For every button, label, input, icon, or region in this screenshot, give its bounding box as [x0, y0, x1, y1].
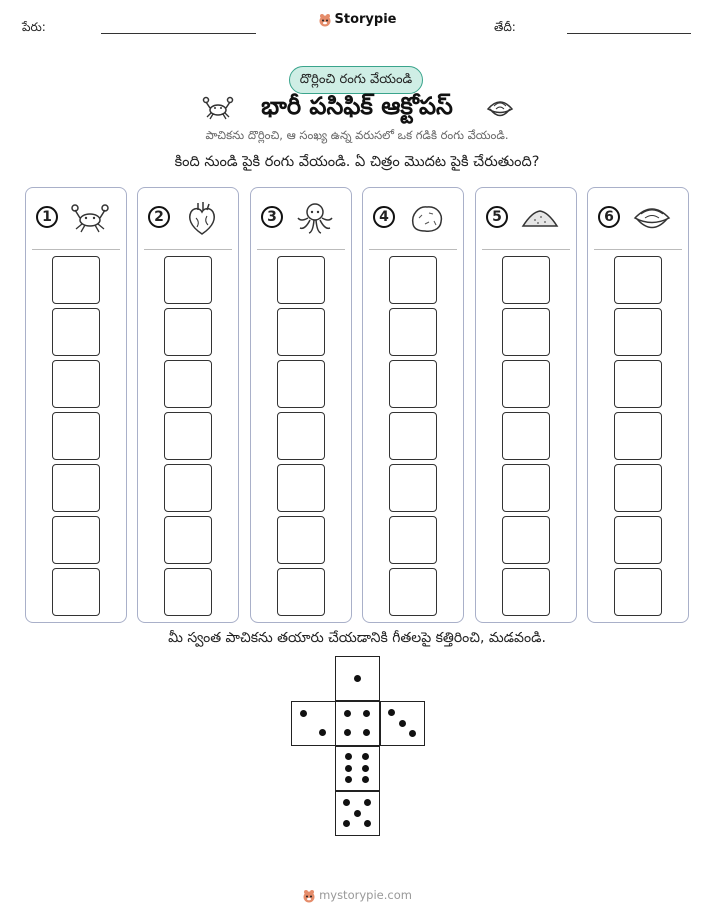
- dice-pip: [344, 729, 351, 736]
- color-box[interactable]: [164, 464, 212, 512]
- clam-icon: [632, 200, 672, 236]
- color-box[interactable]: [614, 464, 662, 512]
- color-box[interactable]: [164, 360, 212, 408]
- dice-face-5: [335, 791, 380, 836]
- dice-pip: [362, 765, 369, 772]
- dice-pip: [345, 776, 352, 783]
- page-title: భారీ పసిఫిక్ ఆక్టోపస్: [261, 92, 453, 120]
- color-box[interactable]: [389, 412, 437, 460]
- octopus-icon: [295, 200, 335, 236]
- color-box[interactable]: [277, 308, 325, 356]
- dice-face-4: [335, 701, 380, 746]
- column-number: 5: [486, 206, 508, 228]
- brand-name: Storypie: [334, 12, 397, 27]
- name-line[interactable]: [101, 33, 256, 34]
- dice-pip: [364, 799, 371, 806]
- color-box[interactable]: [389, 360, 437, 408]
- dice-pip: [344, 710, 351, 717]
- color-box[interactable]: [52, 412, 100, 460]
- color-box[interactable]: [502, 412, 550, 460]
- column-number: 2: [148, 206, 170, 228]
- color-box[interactable]: [614, 360, 662, 408]
- dice-pip: [364, 820, 371, 827]
- column-number: 4: [373, 206, 395, 228]
- column-number: 3: [261, 206, 283, 228]
- heart-organ-icon: [182, 200, 222, 236]
- color-box[interactable]: [614, 516, 662, 564]
- column-1: [25, 187, 127, 623]
- color-box[interactable]: [502, 360, 550, 408]
- dice-pip: [343, 820, 350, 827]
- dice-face-6: [335, 746, 380, 791]
- color-box[interactable]: [614, 412, 662, 460]
- color-box[interactable]: [164, 516, 212, 564]
- color-box[interactable]: [502, 516, 550, 564]
- dice-face-3: [380, 701, 425, 746]
- dice-face-1: [335, 656, 380, 701]
- question-text: కింది నుండి పైకి రంగు వేయండి. ఏ చిత్రం మొదట పైకి చేరుతుంది?: [174, 154, 540, 170]
- dice-pip: [362, 753, 369, 760]
- rock-icon: [407, 200, 447, 236]
- column-number: 6: [598, 206, 620, 228]
- color-box[interactable]: [164, 568, 212, 616]
- color-box[interactable]: [614, 256, 662, 304]
- color-box[interactable]: [389, 256, 437, 304]
- dice-pip: [362, 776, 369, 783]
- name-label: పేరు:: [22, 20, 46, 34]
- color-box[interactable]: [52, 256, 100, 304]
- dice-pip: [388, 709, 395, 716]
- dice-pip: [399, 720, 406, 727]
- dice-face-2: [291, 701, 336, 746]
- color-box[interactable]: [614, 308, 662, 356]
- storypie-logo-icon: [302, 889, 316, 903]
- cut-instruction: మీ స్వంత పాచికను తయారు చేయడానికి గీతలపై కత్తిరించి, మడవండి.: [168, 630, 546, 646]
- color-box[interactable]: [502, 256, 550, 304]
- dice-pip: [345, 753, 352, 760]
- dice-pip: [300, 710, 307, 717]
- color-box[interactable]: [389, 308, 437, 356]
- clam-icon: [484, 92, 516, 124]
- crab-icon: [70, 200, 110, 236]
- color-box[interactable]: [277, 568, 325, 616]
- color-box[interactable]: [277, 464, 325, 512]
- footer-url: mystorypie.com: [319, 888, 412, 902]
- column-3: [250, 187, 352, 623]
- column-6: [587, 187, 689, 623]
- dice-pip: [363, 729, 370, 736]
- color-box[interactable]: [164, 412, 212, 460]
- color-box[interactable]: [389, 516, 437, 564]
- color-box[interactable]: [502, 464, 550, 512]
- dice-pip: [343, 799, 350, 806]
- color-box[interactable]: [277, 256, 325, 304]
- color-box[interactable]: [389, 568, 437, 616]
- color-box[interactable]: [277, 516, 325, 564]
- dice-pip: [354, 810, 361, 817]
- column-number: 1: [36, 206, 58, 228]
- brand: [0, 12, 714, 27]
- color-box[interactable]: [52, 568, 100, 616]
- dice-pip: [409, 730, 416, 737]
- instructions-subtitle: పాచికను దొర్లించి, ఆ సంఖ్య ఉన్న వరుసలో ఒక గడికి రంగు వేయండి.: [205, 128, 509, 142]
- color-box[interactable]: [52, 464, 100, 512]
- color-box[interactable]: [389, 464, 437, 512]
- color-box[interactable]: [164, 256, 212, 304]
- date-label: తేదీ:: [494, 20, 516, 34]
- color-box[interactable]: [52, 360, 100, 408]
- dice-pip: [363, 710, 370, 717]
- color-box[interactable]: [502, 308, 550, 356]
- storypie-logo-icon: [318, 13, 332, 27]
- date-line[interactable]: [567, 33, 691, 34]
- color-box[interactable]: [52, 308, 100, 356]
- color-box[interactable]: [277, 360, 325, 408]
- dice-pip: [354, 675, 361, 682]
- column-2: [137, 187, 239, 623]
- footer: [0, 888, 714, 903]
- color-box[interactable]: [614, 568, 662, 616]
- color-box[interactable]: [502, 568, 550, 616]
- color-box[interactable]: [52, 516, 100, 564]
- sand-pile-icon: [520, 200, 560, 236]
- dice-pip: [345, 765, 352, 772]
- column-5: [475, 187, 577, 623]
- column-4: [362, 187, 464, 623]
- dice-pip: [319, 729, 326, 736]
- color-box[interactable]: [277, 412, 325, 460]
- activity-pill: దొర్లించి రంగు వేయండి: [289, 66, 423, 94]
- color-box[interactable]: [164, 308, 212, 356]
